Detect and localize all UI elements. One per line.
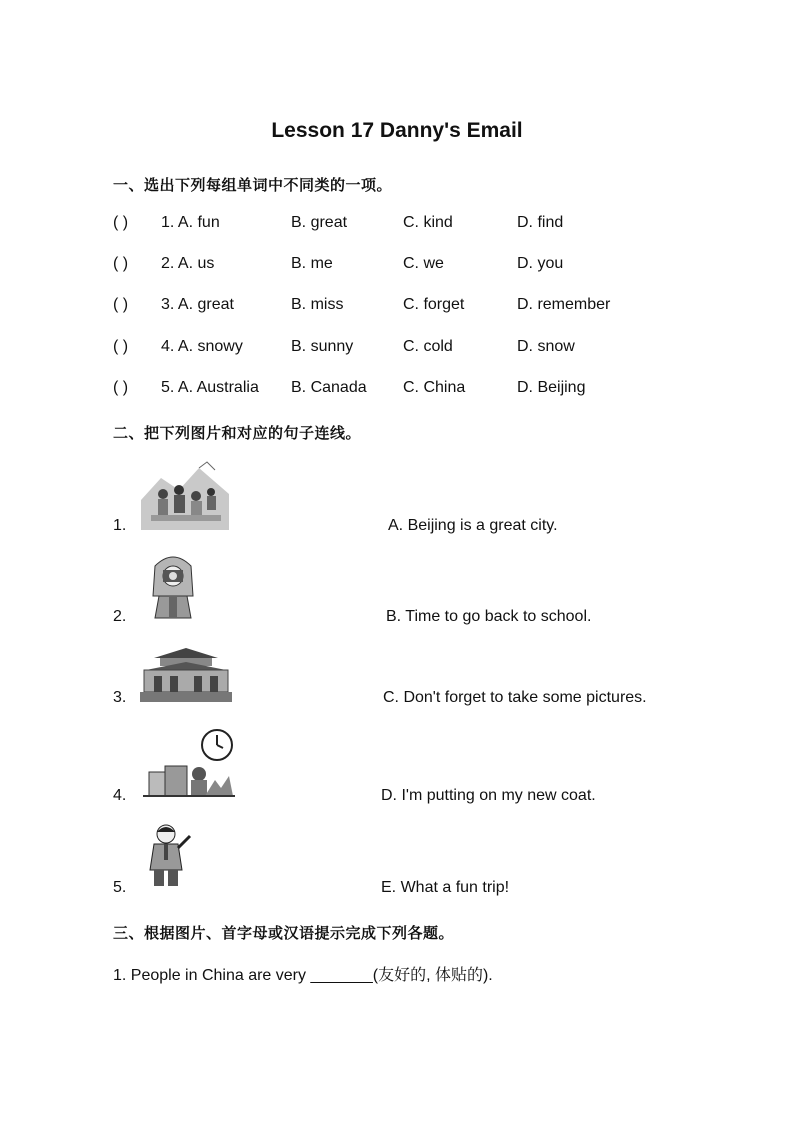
answer-blank[interactable]: ( ) <box>113 379 129 396</box>
option-c: C. cold <box>403 338 453 355</box>
option-c: C. kind <box>403 214 453 231</box>
match-sentence[interactable]: B. Time to go back to school. <box>386 608 592 625</box>
page-title: Lesson 17 Danny's Email <box>271 119 523 142</box>
option-b: B. great <box>291 214 348 231</box>
item-number: 1. <box>113 517 127 534</box>
answer-blank[interactable]: ( ) <box>113 296 129 313</box>
hiking-group-picture <box>141 460 229 530</box>
section-3-heading: 三、根据图片、首字母或汉语提示完成下列各题。 <box>113 925 455 942</box>
option-b: B. me <box>291 255 333 272</box>
option-d: D. you <box>517 255 564 272</box>
answer-blank[interactable]: ( ) <box>113 255 129 272</box>
section-2-heading: 二、把下列图片和对应的句子连线。 <box>113 425 362 442</box>
match-sentence[interactable]: C. Don't forget to take some pictures. <box>383 689 647 706</box>
item-number: 3. <box>113 689 127 706</box>
option-c: C. forget <box>403 296 465 313</box>
option-c: C. we <box>403 255 444 272</box>
option-a: 5. A. Australia <box>161 379 259 396</box>
option-d: D. remember <box>517 296 611 313</box>
answer-blank[interactable]: ( ) <box>113 214 129 231</box>
option-d: D. snow <box>517 338 575 355</box>
option-a: 4. A. snowy <box>161 338 243 355</box>
option-a: 1. A. fun <box>161 214 220 231</box>
item-number: 2. <box>113 608 127 625</box>
option-d: D. find <box>517 214 564 231</box>
match-sentence[interactable]: D. I'm putting on my new coat. <box>381 787 596 804</box>
camera-girl-picture <box>143 552 203 620</box>
match-sentence[interactable]: E. What a fun trip! <box>381 879 510 896</box>
option-d: D. Beijing <box>517 379 586 396</box>
option-b: B. miss <box>291 296 344 313</box>
section-1-heading: 一、选出下列每组单词中不同类的一项。 <box>113 177 393 194</box>
option-b: B. Canada <box>291 379 367 396</box>
boy-coat-picture <box>146 822 192 890</box>
option-b: B. sunny <box>291 338 354 355</box>
option-a: 2. A. us <box>161 255 215 272</box>
fill-in-question[interactable]: 1. People in China are very _______(友好的, 体贴的). <box>113 967 493 984</box>
item-number: 4. <box>113 787 127 804</box>
palace-picture <box>140 644 232 704</box>
option-a: 3. A. great <box>161 296 234 313</box>
school-clock-picture <box>143 728 235 800</box>
match-sentence[interactable]: A. Beijing is a great city. <box>388 517 558 534</box>
answer-blank[interactable]: ( ) <box>113 338 129 355</box>
option-c: C. China <box>403 379 466 396</box>
item-number: 5. <box>113 879 127 896</box>
